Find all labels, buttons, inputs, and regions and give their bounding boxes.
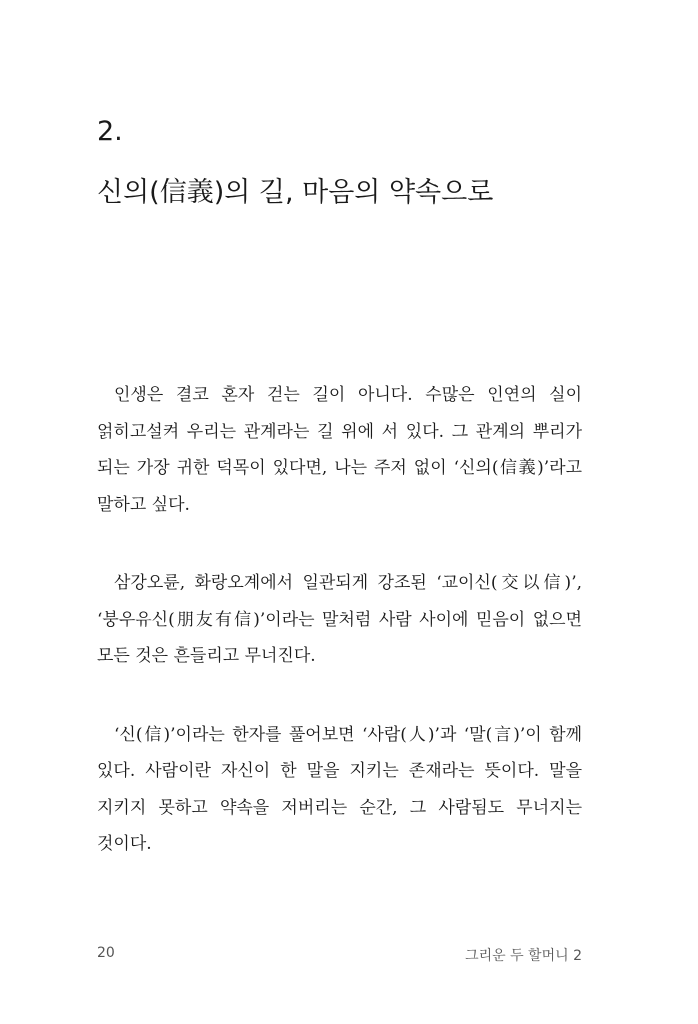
page-number: 20 xyxy=(97,945,115,961)
paragraph-2: 삼강오륜, 화랑오계에서 일관되게 강조된 ‘교이신(交以信)’, ‘붕우유신(朋友有信)’이라는 말처럼 사람 사이에 믿음이 없으면 모든 것은 흔들리고 무너진다. xyxy=(97,573,582,666)
running-title: 그리운 두 할머니 2 xyxy=(465,948,582,964)
paragraph-3: ‘신(信)’이라는 한자를 풀어보면 ‘사람(人)’과 ‘말(言)’이 함께 있다. 사람이란 자신이 한 말을 지키는 존재라는 뜻이다. 말을 지키지 못하고 약속을 저버리는 순간, 그 사람됨도 무너지는 것이다. xyxy=(97,724,582,854)
paragraph-1: 인생은 결코 혼자 걷는 길이 아니다. 수많은 인연의 실이 얽히고설켜 우리는 관계라는 길 위에 서 있다. 그 관계의 뿌리가 되는 가장 귀한 덕목이 있다면, 나는 주저 없이 ‘신의(信義)’라고 말하고 싶다. xyxy=(97,385,582,515)
body-text xyxy=(97,377,582,905)
chapter-title: 신의(信義)의 길, 마음의 약속으로 xyxy=(97,177,494,208)
chapter-number: 2. xyxy=(97,116,123,147)
page-footer xyxy=(97,945,582,965)
